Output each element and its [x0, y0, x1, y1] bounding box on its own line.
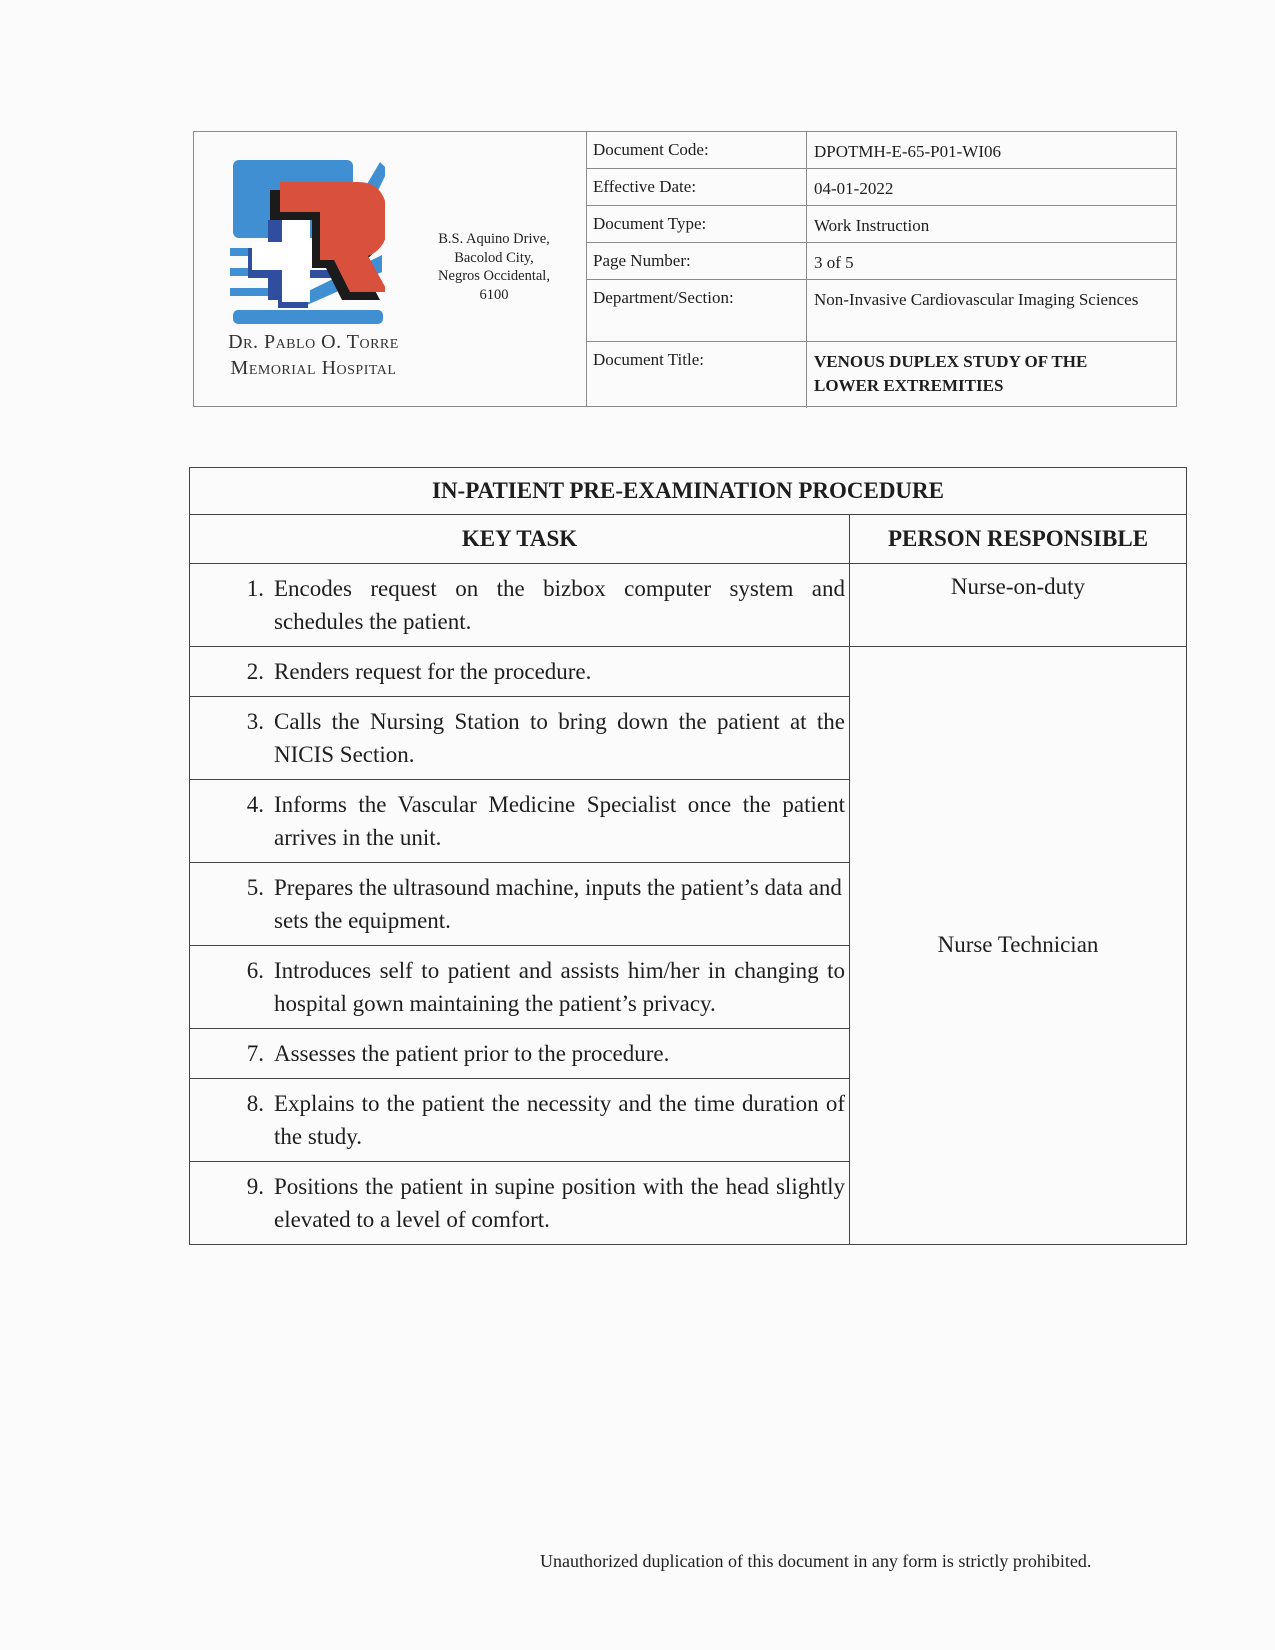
meta-label: Page Number:	[586, 243, 807, 279]
task-number: 9.	[246, 1174, 264, 1199]
meta-label: Document Type:	[586, 206, 807, 242]
footer-notice: Unauthorized duplication of this document in any form is strictly prohibited.	[540, 1551, 1092, 1571]
hospital-name-line2: Memorial Hospital	[230, 357, 397, 379]
meta-label: Document Title:	[586, 342, 807, 408]
meta-value: 04-01-2022	[814, 179, 894, 198]
task-number: 5.	[246, 875, 264, 900]
task-text: Calls the Nursing Station to bring down the patient at the NICIS Section.	[274, 709, 845, 767]
task-text: Positions the patient in supine position with the head slightly elevated to a level of comfort.	[274, 1174, 845, 1232]
logo-cell	[194, 132, 587, 406]
meta-row-department	[586, 280, 1176, 342]
column-header-key-task: KEY TASK	[190, 515, 850, 564]
procedure-title: IN-PATIENT PRE-EXAMINATION PROCEDURE	[190, 468, 1187, 515]
meta-value: Non-Invasive Cardiovascular Imaging Sciences	[814, 290, 1139, 309]
address-line: Bacolod City,	[454, 249, 534, 266]
task-text: Explains to the patient the necessity and the time duration of the study.	[274, 1091, 845, 1149]
task-text: Introduces self to patient and assists him/her in changing to hospital gown maintaining the patient’s privacy.	[274, 958, 845, 1016]
meta-row-page-number	[586, 243, 1176, 280]
meta-label: Effective Date:	[586, 169, 807, 205]
task-number: 1.	[246, 576, 264, 601]
meta-value: Work Instruction	[814, 216, 930, 235]
hospital-logo-icon	[230, 160, 385, 325]
address-line: B.S. Aquino Drive,	[438, 231, 550, 247]
task-text: Renders request for the procedure.	[274, 659, 592, 684]
address-line: Negros Occidental,	[438, 268, 550, 284]
task-number: 6.	[246, 958, 264, 983]
meta-row-document-type	[586, 206, 1176, 243]
task-text: Informs the Vascular Medicine Specialist once the patient arrives in the unit.	[274, 792, 845, 850]
document-title: VENOUS DUPLEX STUDY OF THE LOWER EXTREMITIES	[814, 352, 1088, 395]
person-responsible: Nurse Technician	[850, 647, 1187, 1245]
document-header	[193, 131, 1177, 407]
hospital-address	[419, 230, 569, 304]
person-responsible: Nurse-on-duty	[850, 564, 1187, 647]
meta-row-document-title	[586, 342, 1176, 408]
table-row	[190, 564, 1187, 647]
task-number: 4.	[246, 792, 264, 817]
procedure-table	[189, 467, 1187, 1245]
table-row	[190, 647, 1187, 697]
meta-label: Department/Section:	[586, 280, 807, 341]
task-text: Encodes request on the bizbox computer system and schedules the patient.	[274, 576, 845, 634]
column-header-person-responsible: PERSON RESPONSIBLE	[850, 515, 1187, 564]
meta-row-document-code	[586, 132, 1176, 169]
hospital-name	[206, 329, 421, 381]
meta-row-effective-date	[586, 169, 1176, 206]
meta-label: Document Code:	[586, 132, 807, 168]
hospital-name-line1: Dr. Pablo O. Torre	[228, 331, 399, 353]
meta-value: DPOTMH-E-65-P01-WI06	[814, 142, 1001, 161]
task-text: Prepares the ultrasound machine, inputs the patient’s data and sets the equipment.	[274, 875, 842, 933]
task-number: 8.	[246, 1091, 264, 1116]
task-number: 7.	[246, 1041, 264, 1066]
meta-value: 3 of 5	[814, 253, 854, 272]
task-text: Assesses the patient prior to the procedure.	[274, 1041, 670, 1066]
task-number: 3.	[246, 709, 264, 734]
task-number: 2.	[246, 659, 264, 684]
document-meta	[586, 132, 1176, 406]
address-line: 6100	[479, 286, 509, 303]
